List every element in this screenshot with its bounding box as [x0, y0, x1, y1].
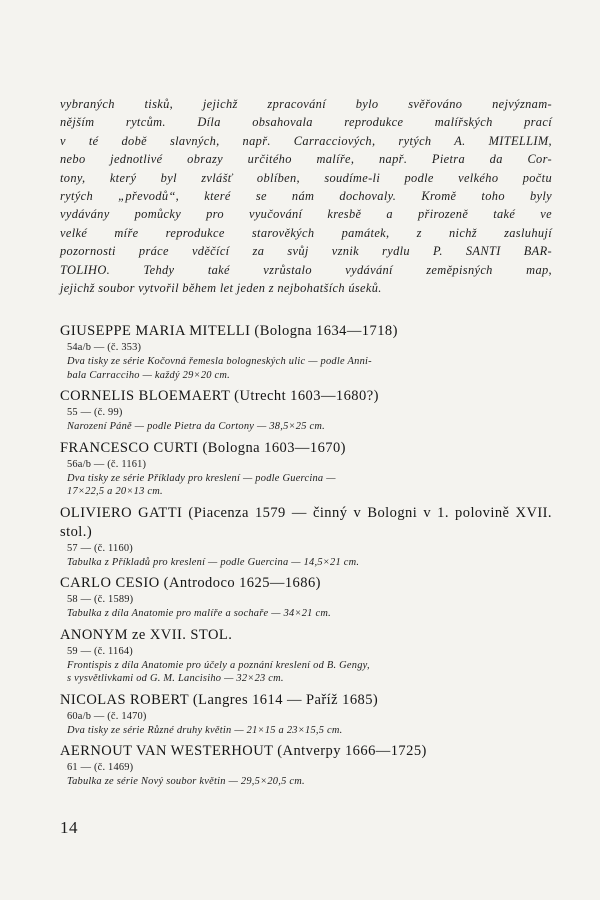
catalog-number: 59 — (č. 1164) [67, 645, 133, 657]
entry-description-line: s vysvětlivkami od G. M. Lancisiho — 32×23 cm. [67, 673, 284, 684]
entry-description-line: Dva tisky ze série Různé druhy květin — 21×15 a 23×15,5 cm. [67, 724, 343, 736]
intro-line: nějším rytcům. Díla obsahovala reprodukce malířských prací [60, 115, 552, 130]
catalog-entries [60, 322, 552, 794]
catalog-number: 57 — (č. 1160) [67, 542, 133, 554]
catalog-number: 54a/b — (č. 353) [67, 342, 142, 353]
intro-line: velké míře reprodukce starověkých památek, z nichž zasluhují [60, 225, 552, 240]
artist-heading: OLIVIERO GATTI (Piacenza 1579 — činný v Bologni v 1. polovině XVII. stol.) [60, 504, 552, 540]
catalog-entry [60, 626, 552, 686]
catalog-number: 56a/b — (č. 1161) [67, 458, 147, 470]
intro-line: nebo jednotlivé obrazy určitého malíře, např. Pietra da Cor- [60, 152, 552, 167]
catalog-entry [60, 574, 552, 621]
catalog-entry [60, 439, 552, 499]
intro-line: TOLIHO. Tehdy také vzrůstalo vydávání zeměpisných map, [60, 262, 552, 277]
entry-description-line: 17×22,5 a 20×13 cm. [67, 486, 163, 497]
catalog-entry [60, 691, 552, 738]
artist-heading: GIUSEPPE MARIA MITELLI (Bologna 1634—1718) [60, 323, 398, 339]
catalog-entry [60, 322, 552, 382]
catalog-entry [60, 387, 552, 434]
intro-line: rytých „převodů“, které se nám dochovaly. Kromě toho byly [60, 189, 552, 204]
artist-heading: CARLO CESIO (Antrodoco 1625—1686) [60, 575, 321, 591]
intro-line: tony, který byl zvlášť oblíben, soudíme-li podle velkého počtu [60, 170, 552, 185]
page-number: 14 [60, 818, 78, 837]
entry-description-line: Dva tisky ze série Příklady pro kreslení — podle Guercina — [67, 472, 336, 484]
intro-line: jejichž soubor vytvořil během let jeden z nejbohatších úseků. [60, 281, 382, 296]
entry-description-line: Dva tisky ze série Kočovná řemesla bolognеských ulic — podle Anni- [67, 356, 372, 367]
entry-description-line: Narození Páně — podle Pietra da Cortony — 38,5×25 cm. [67, 421, 325, 432]
catalog-entry [60, 742, 552, 789]
entry-description-line: Frontispis z díla Anatomie pro účely a poznání kreslení od B. Gengy, [67, 659, 370, 671]
catalog-number: 55 — (č. 99) [67, 407, 123, 418]
catalog-number: 60a/b — (č. 1470) [67, 710, 147, 722]
intro-line: v té době slavných, např. Carracciových, rytých A. MITELLIM, [60, 133, 552, 148]
artist-heading: ANONYM ze XVII. STOL. [60, 626, 233, 643]
catalog-number: 58 — (č. 1589) [67, 594, 134, 605]
entry-description-line: Tabulka z díla Anatomie pro malíře a sochaře — 34×21 cm. [67, 608, 331, 619]
entry-description-line: bala Carracciho — každý 29×20 cm. [67, 369, 231, 381]
intro-line: vybraných tisků, jejichž zpracování bylo svěřováno nejvýznam- [60, 97, 552, 111]
intro-paragraph [60, 95, 552, 297]
artist-heading: NICOLAS ROBERT (Langres 1614 — Paříž 1685) [60, 691, 379, 708]
entry-description-line: Tabulka z Příkladů pro kreslení — podle Guercina — 14,5×21 cm. [67, 556, 360, 568]
intro-line: pozornosti práce vděčící za svůj vznik rydlu P. SANTI BAR- [60, 244, 552, 259]
artist-heading: CORNELIS BLOEMAERT (Utrecht 1603—1680?) [60, 388, 379, 404]
entry-description-line: Tabulka ze série Nový soubor květin — 29,5×20,5 cm. [67, 776, 305, 787]
intro-line: vydávány pomůcky pro vyučování kresbě a přirozeně také ve [60, 207, 552, 222]
catalog-number: 61 — (č. 1469) [67, 762, 134, 773]
catalog-entry [60, 504, 552, 570]
artist-heading: FRANCESCO CURTI (Bologna 1603—1670) [60, 439, 346, 456]
artist-heading: AERNOUT VAN WESTERHOUT (Antverpy 1666—1725) [60, 743, 427, 759]
